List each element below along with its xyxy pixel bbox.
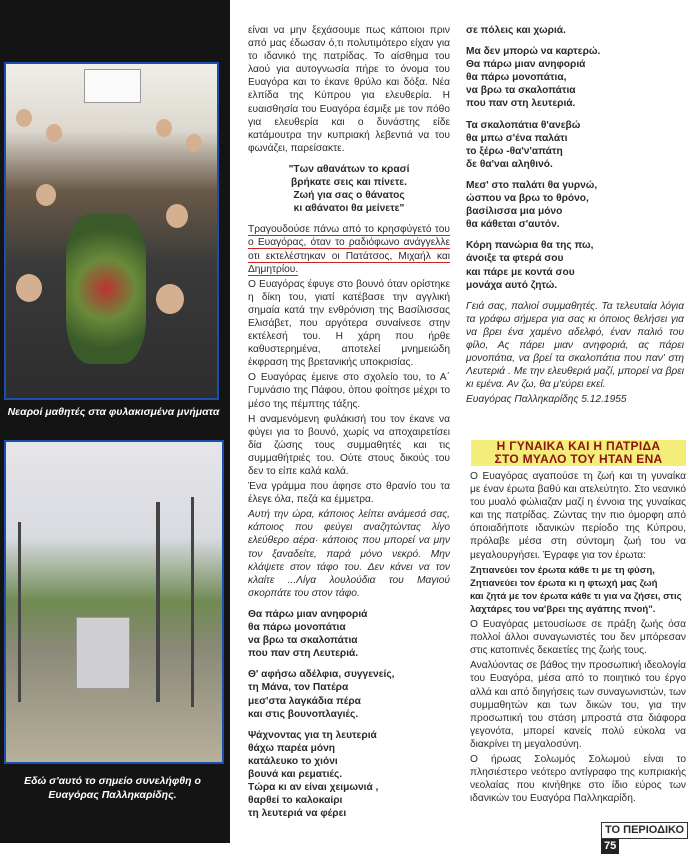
school-building — [84, 69, 141, 103]
memorial-monument — [76, 617, 130, 689]
letter-signature: Ευαγόρας Παλληκαρίδης 5.12.1955 — [466, 394, 627, 406]
poem-stanza: Κόρη πανώρια θα της πω, άνοιξε τα φτερά σου και πάρε με κοντά σου μονάχα αυτό ζητώ. — [466, 240, 594, 291]
students-photo — [4, 62, 219, 400]
arrest-site-photo — [4, 440, 224, 764]
poem-stanza: Τα σκαλοπάτια θ'ανεβώ θα μπω σ'ένα παλάτι το ξέρω -θα'ν'απάτη δε θα'ναι αληθινό. — [466, 119, 581, 170]
paragraph: Τραγουδούσε πάνω από το κρησφύγετό του ο Ευαγόρας, όταν το ραδιόφωνο ανάγγελλε οτι εκτελέστηκαν οι Πατάτσος, Μιχαήλ και Δημητρίου. — [248, 224, 450, 275]
photo2-caption: Εδώ σ'αυτό το σημείο συνελήφθη ο Ευαγόρας Παλληκαρίδης. — [24, 775, 201, 801]
poem-stanza: Ψάχνοντας για τη λευτεριά θάχω παρέα μόνη κατάλευκο το χιόνι βουνά και ρεματιές. Τώρα κι αν είναι χειμωνιά , θαρθεί το καλοκαίρι τη λευτεριά να φέρει — [248, 729, 379, 820]
poem-stanza: Μα δεν μπορώ να καρτερώ. Θα πάρω μιαν ανηφοριά θα πάρω μονοπάτια, να βρω τα σκαλοπάτια που παν στη λευτεριά. — [466, 46, 601, 110]
paragraph: Ο Ευαγόρας έφυγε στο βουνό όταν ορίστηκε η δίκη του, γιατί κατέβασε την αγγλική σημαία κατά την ενθρόνιση της Βασίλισσας Ελισάβετ, που αργότερα συναίνεσε στην εκτέλεσή του. Η χάρη που ήρθε καθυστερημένα, αποτελεί μνημειώδη έκφραση της βρετανικής υποκρισίας. — [248, 278, 450, 369]
text-column-2 — [248, 24, 450, 828]
poem-stanza: Θα πάρω μιαν ανηφοριά θα πάρω μονοπάτια να βρω τα σκαλοπάτια που παν στη Λευτεριά. — [248, 608, 368, 660]
letter-text: Γειά σας, παλιοί συμμαθητές. Τα τελευταία λόγια τα γράφω σήμερα για σας κι όποιος θελήσει για να βρει ένα χαμένο αδελφό, έναν παλιό του φίλο, Ας πάρει μιαν ανηφοριά, ας πάρει μονοπάτια, να βρεί τα σκαλοπάτια που παν' στη Λευτεριά . Με την ελευθεριά μαζί, μπορεί να βρει κι εμένα. Αν ζω, θα μ'εύρει εκεί. — [466, 300, 684, 391]
poem-stanza: "Των αθανάτων το κρασί βρήκατε σεις και πίνετε. Ζωή για σας ο θάνατος κι αθάνατοι θα μείνετε" — [288, 163, 410, 215]
poem-stanza: Μεσ' στο παλάτι θα γυρνώ, ώσπου να βρω το θρόνο, βασίλισσα μια μόνο θα κάθεται σ'αυτόν. — [466, 179, 598, 231]
paragraph: Ένα γράμμα που άφησε στο θρανίο του τα έλεγε όλα, πεζά κα έμμετρα. — [248, 481, 450, 506]
page-number: 75 — [601, 839, 619, 854]
paragraph: Ο Ευαγόρας αγαπούσε τη ζωή και τη γυναίκα με έναν έρωτα βαθύ και ατελεύτητο. Στο νεανικό του μυαλό φώλιαζαν μαζί η έννοια της γυναίκας και της πατρίδας. Ζώντας την πιο όμορφη από όποιαδήποτε ιδανικών περίοδο της Κύπρου, πρόλαβε μέσα στη σύντομη ζωή του να μεγαλουργήσει. Έγραφε για τον έρωτα: — [470, 471, 686, 561]
poem-line: σε πόλεις και χωριά. — [466, 25, 566, 36]
section-heading: Η ΓΥΝΑΙΚΑ ΚΑΙ Η ΠΑΤΡΙΔΑ ΣΤΟ ΜΥΑΛΟ ΤΟΥ ΗΤΑΝ ΕΝΑ — [471, 440, 686, 466]
letter-excerpt: Αυτή την ώρα, κάποιος λείπει ανάμεσά σας, κάποιος που φεύγει αναζητώντας λίγο ελεύθερο αέρα· κάποιος που μπορεί να μην τον ξαναδείτε, παρά μόνο νεκρό. Μην κλάψετε στον τάφο του. Δεν κάνει να τον κλαίτε ...Λίγα λουλούδια του Μαγιού σκορπάτε του στον τάφο. — [248, 509, 450, 599]
paragraph: Ο Ευαγόρας μετουσίωσε σε πράξη ζωής όσα πολλοί άλλοι συναγωνιστές του δεν μπόρεσαν στις κατοπινές δεκαετίες της ζωής τους. — [470, 619, 686, 657]
poem-stanza: Ζητιανεύει τον έρωτα κάθε τι με τη φύση, Ζητιανεύει τον έρωτα κι η φτωχή μας ζωή και ζητά με τον έρωτα κάθε τι για να ζήσει, στις λαχτάρες του να'βρει της αγάπης πνοή". — [470, 564, 682, 615]
text-column-3-section — [470, 470, 686, 807]
paragraph: Η αναμενόμενη φυλάκισή του τον έκανε να φύγει για το βουνό, χωρίς να αποχαιρετίσει δία ζώσης τους συμμαθητές και τις συμμαθήτριές του. Ούτε στους δικούς του δεν το είπε καλά καλά. — [248, 413, 450, 477]
paragraph: είναι να μην ξεχάσουμε πως κάποιοι πριν από μας έδωσαν ό,τι πολυτιμότερο είχαν για το ιδανικό της πατρίδας. Το αίσθημα του λαού για αυτογνωσία πήρε το όνομα του Ευαγόρα και το έκανε θρύλο και δόξα. Νέα ελπίδα της Κύπρου για ελευθερία. Η ευαισθησία του Ευαγόρα έσμιξε με τον πόθο για ελευθερία και ο δυνάστης είδε κατάμουτρα την κυπριακή λεβεντιά να του φωνάζει, παρείσακτε. — [248, 25, 450, 154]
photo1-caption: Νεαροί μαθητές στα φυλακισμένα μνήματα — [7, 406, 220, 418]
paragraph: Ο Ευαγόρας έμεινε στο σχολείο του, το Α΄ Γυμνάσιο της Πάφου, όπου φοίτησε μέχρι το μέσο της πέμπτης τάξης. — [248, 372, 450, 410]
paragraph: Ο ήρωας Σολωμός Σολωμού είναι το πλησιέστερο νεότερο αντίγραφο της κυπριακής νεολαίας που κινήθηκε στο ίδιο εύρος των ιδανικών του Ευαγόρα Παλληκαρίδη. — [470, 753, 686, 805]
poem-stanza: Θ' αφήσω αδέλφια, συγγενείς, τη Μάνα, τον Πατέρα μεσ'στα λαγκάδια πέρα και στις βουνοπλαγιές. — [248, 669, 395, 720]
text-column-3 — [466, 24, 684, 408]
paragraph: Αναλύοντας σε βάθος την προσωπική ιδεολογία του Ευαγόρα, μέσα από το ποιητικό του έργο αλλά και από διηγήσεις των συναγωνιστών, των συμμαθητών και των δικών του, για την προσωπική του στάση μπροστά στα διάφορα γεγονότα, μπορεί κανείς πολύ εύκολα να διακρίνει τη μεγαλοσύνη. — [470, 660, 687, 750]
magazine-name: ΤΟ ΠΕΡΙΟΔΙΚΟ — [601, 822, 688, 839]
page-footer — [601, 822, 700, 852]
